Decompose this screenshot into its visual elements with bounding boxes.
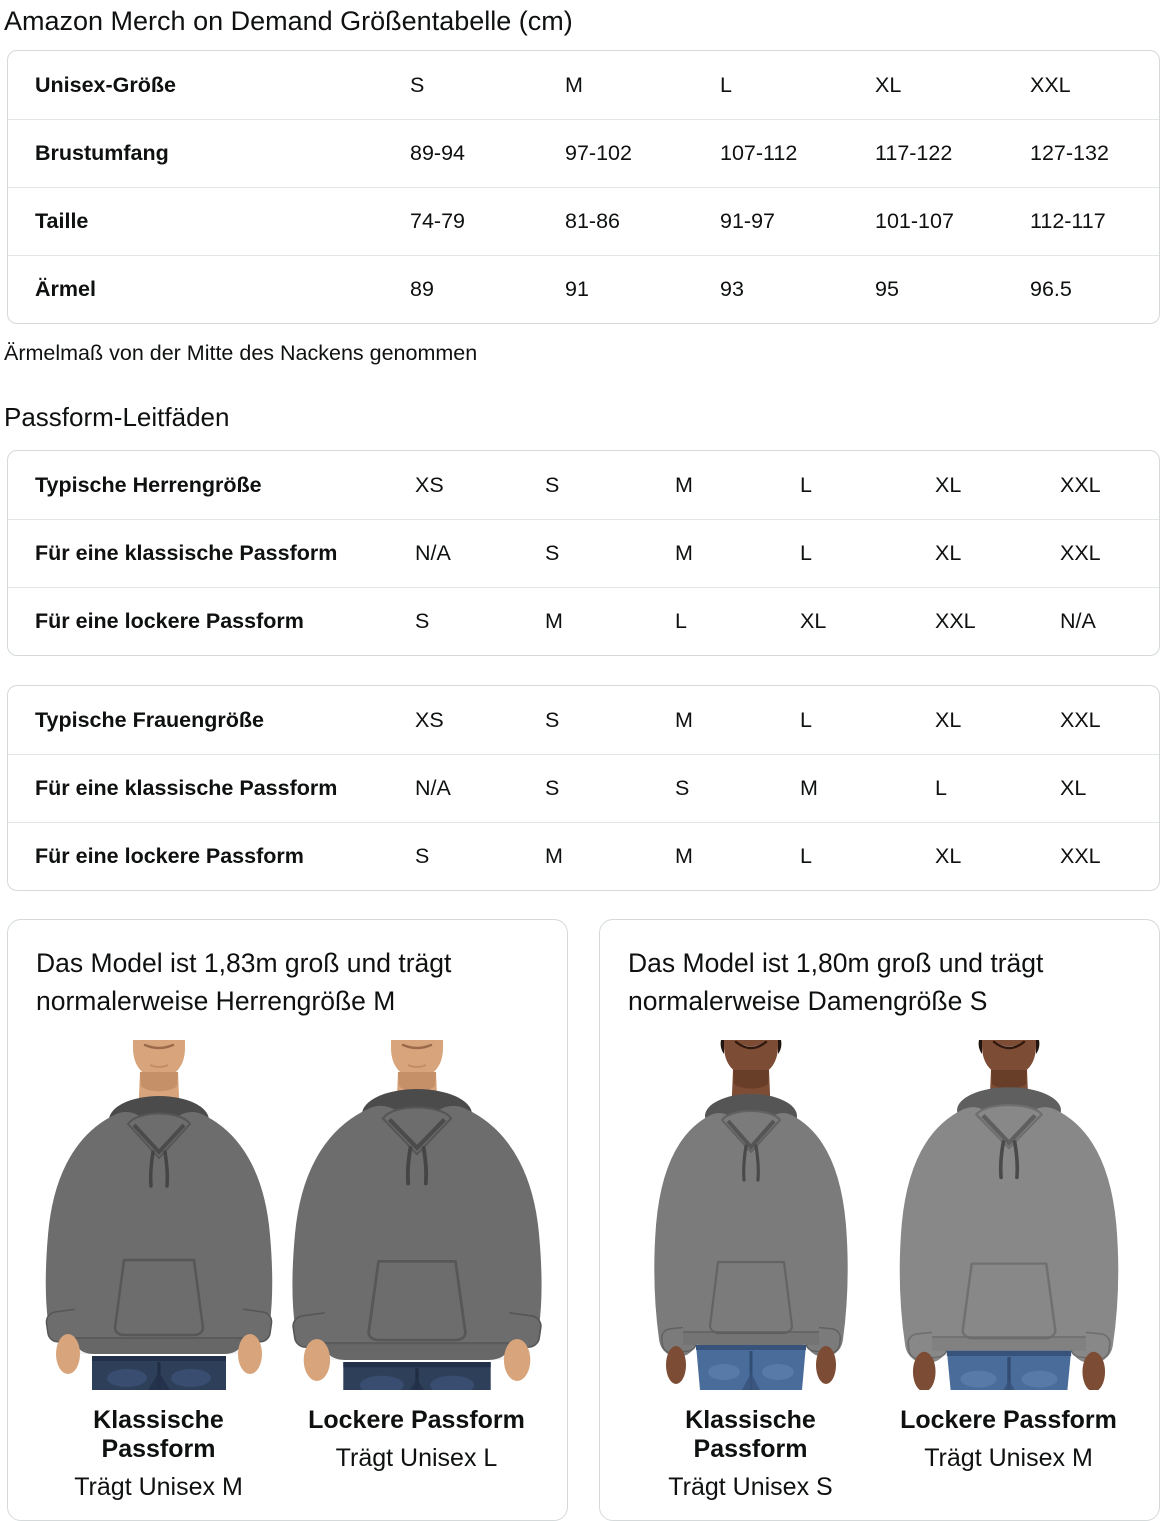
table-header-row — [8, 686, 1159, 754]
size-cell: L — [935, 776, 947, 800]
size-col-header: L — [720, 72, 732, 97]
size-col-header: S — [410, 72, 425, 97]
size-col-header: L — [800, 707, 812, 732]
row-label: Ärmel — [35, 277, 96, 301]
row-label: Für eine klassische Passform — [35, 776, 338, 800]
model-jeans — [92, 1356, 226, 1390]
model-description: Das Model ist 1,80m groß und trägt normalerweise Damengröße S — [628, 948, 1044, 1016]
size-col-header: M — [675, 472, 693, 497]
table-row — [8, 187, 1159, 255]
row-label: Für eine klassische Passform — [35, 541, 338, 565]
table-header-row — [8, 51, 1159, 119]
model-jeans — [946, 1351, 1070, 1390]
model-description: Das Model ist 1,83m groß und trägt normalerweise Herrengröße M — [36, 948, 452, 1016]
size-col-header: XL — [875, 72, 902, 97]
size-col-header: M — [565, 72, 583, 97]
figure-female-loose — [884, 1040, 1134, 1502]
row-label: Unisex-Größe — [35, 72, 176, 97]
size-col-header: L — [800, 472, 812, 497]
worn-size-label: Trägt Unisex M — [74, 1473, 243, 1501]
figure-female-classic — [626, 1040, 876, 1502]
size-cell: 89 — [410, 277, 434, 301]
model-jeans — [343, 1362, 490, 1390]
size-cell: XXL — [935, 609, 976, 633]
size-cell: M — [545, 609, 563, 633]
size-col-header: XS — [415, 707, 444, 732]
row-label: Typische Frauengröße — [35, 707, 264, 732]
size-cell: S — [545, 541, 560, 565]
size-cell: XXL — [1060, 541, 1101, 565]
size-cell: 81-86 — [565, 209, 620, 233]
womens-fit-table — [7, 685, 1160, 891]
row-label: Taille — [35, 209, 89, 233]
size-cell: 127-132 — [1030, 141, 1109, 165]
size-col-header: S — [545, 707, 560, 732]
unisex-size-table — [7, 50, 1160, 324]
size-cell: 91-97 — [720, 209, 775, 233]
fit-guides-title: Passform-Leitfäden — [4, 402, 230, 432]
size-cell: XL — [935, 541, 962, 565]
fit-label: Klassische Passform — [685, 1406, 816, 1463]
size-col-header: M — [675, 707, 693, 732]
model-garment — [292, 1089, 542, 1390]
size-cell: M — [675, 844, 693, 868]
female-classic-fit-photo — [626, 1040, 876, 1390]
size-cell: M — [800, 776, 818, 800]
table-header-row — [8, 451, 1159, 519]
size-col-header: XL — [935, 707, 962, 732]
size-cell: 91 — [565, 277, 589, 301]
size-cell: N/A — [415, 776, 451, 800]
page-title: Amazon Merch on Demand Größentabelle (cm) — [4, 6, 573, 36]
size-cell: M — [545, 844, 563, 868]
size-cell: XL — [935, 844, 962, 868]
figure-male-classic — [34, 1040, 284, 1502]
male-classic-fit-photo — [34, 1040, 284, 1390]
size-col-header: XXL — [1060, 707, 1101, 732]
table-row — [8, 822, 1159, 890]
model-garment — [45, 1096, 273, 1390]
size-col-header: XXL — [1030, 72, 1071, 97]
male-loose-fit-photo — [292, 1040, 542, 1390]
size-cell: N/A — [1060, 609, 1096, 633]
fit-label: Lockere Passform — [900, 1406, 1117, 1434]
size-cell: N/A — [415, 541, 451, 565]
row-label: Für eine lockere Passform — [35, 609, 304, 633]
model-jeans — [696, 1345, 806, 1390]
size-cell: M — [675, 541, 693, 565]
size-cell: S — [415, 844, 430, 868]
size-cell: L — [675, 609, 687, 633]
size-cell: 89-94 — [410, 141, 465, 165]
size-cell: 96.5 — [1030, 277, 1072, 301]
size-cell: S — [415, 609, 430, 633]
table-row — [8, 119, 1159, 187]
worn-size-label: Trägt Unisex M — [924, 1444, 1093, 1472]
table-row — [8, 754, 1159, 822]
female-loose-fit-photo — [884, 1040, 1134, 1390]
size-cell: L — [800, 844, 812, 868]
model-cards — [7, 919, 1160, 1521]
size-cell: XXL — [1060, 844, 1101, 868]
size-cell: 93 — [720, 277, 744, 301]
male-model-card — [7, 919, 568, 1521]
size-cell: L — [800, 541, 812, 565]
model-garment — [907, 1087, 1111, 1390]
female-model-card — [599, 919, 1160, 1521]
row-label: Typische Herrengröße — [35, 472, 262, 497]
model-garment — [660, 1094, 840, 1390]
sleeve-measure-note: Ärmelmaß von der Mitte des Nackens genommen — [4, 341, 478, 365]
table-row — [8, 519, 1159, 587]
size-col-header: S — [545, 472, 560, 497]
size-cell: S — [545, 776, 560, 800]
size-cell: XL — [1060, 776, 1087, 800]
size-col-header: XXL — [1060, 472, 1101, 497]
size-cell: S — [675, 776, 690, 800]
figure-male-loose — [292, 1040, 542, 1502]
size-cell: 74-79 — [410, 209, 465, 233]
size-cell: 117-122 — [875, 141, 953, 165]
size-cell: 95 — [875, 277, 899, 301]
table-row — [8, 587, 1159, 655]
size-cell: 112-117 — [1030, 209, 1106, 233]
worn-size-label: Trägt Unisex S — [668, 1473, 833, 1501]
fit-label: Klassische Passform — [93, 1406, 224, 1463]
row-label: Für eine lockere Passform — [35, 844, 304, 868]
mens-fit-table — [7, 450, 1160, 656]
size-col-header: XS — [415, 472, 444, 497]
size-cell: 107-112 — [720, 141, 798, 165]
fit-label: Lockere Passform — [308, 1406, 525, 1434]
row-label: Brustumfang — [35, 141, 169, 165]
table-row — [8, 255, 1159, 323]
size-cell: XL — [800, 609, 827, 633]
size-col-header: XL — [935, 472, 962, 497]
worn-size-label: Trägt Unisex L — [335, 1444, 498, 1472]
size-cell: 97-102 — [565, 141, 632, 165]
size-cell: 101-107 — [875, 209, 954, 233]
